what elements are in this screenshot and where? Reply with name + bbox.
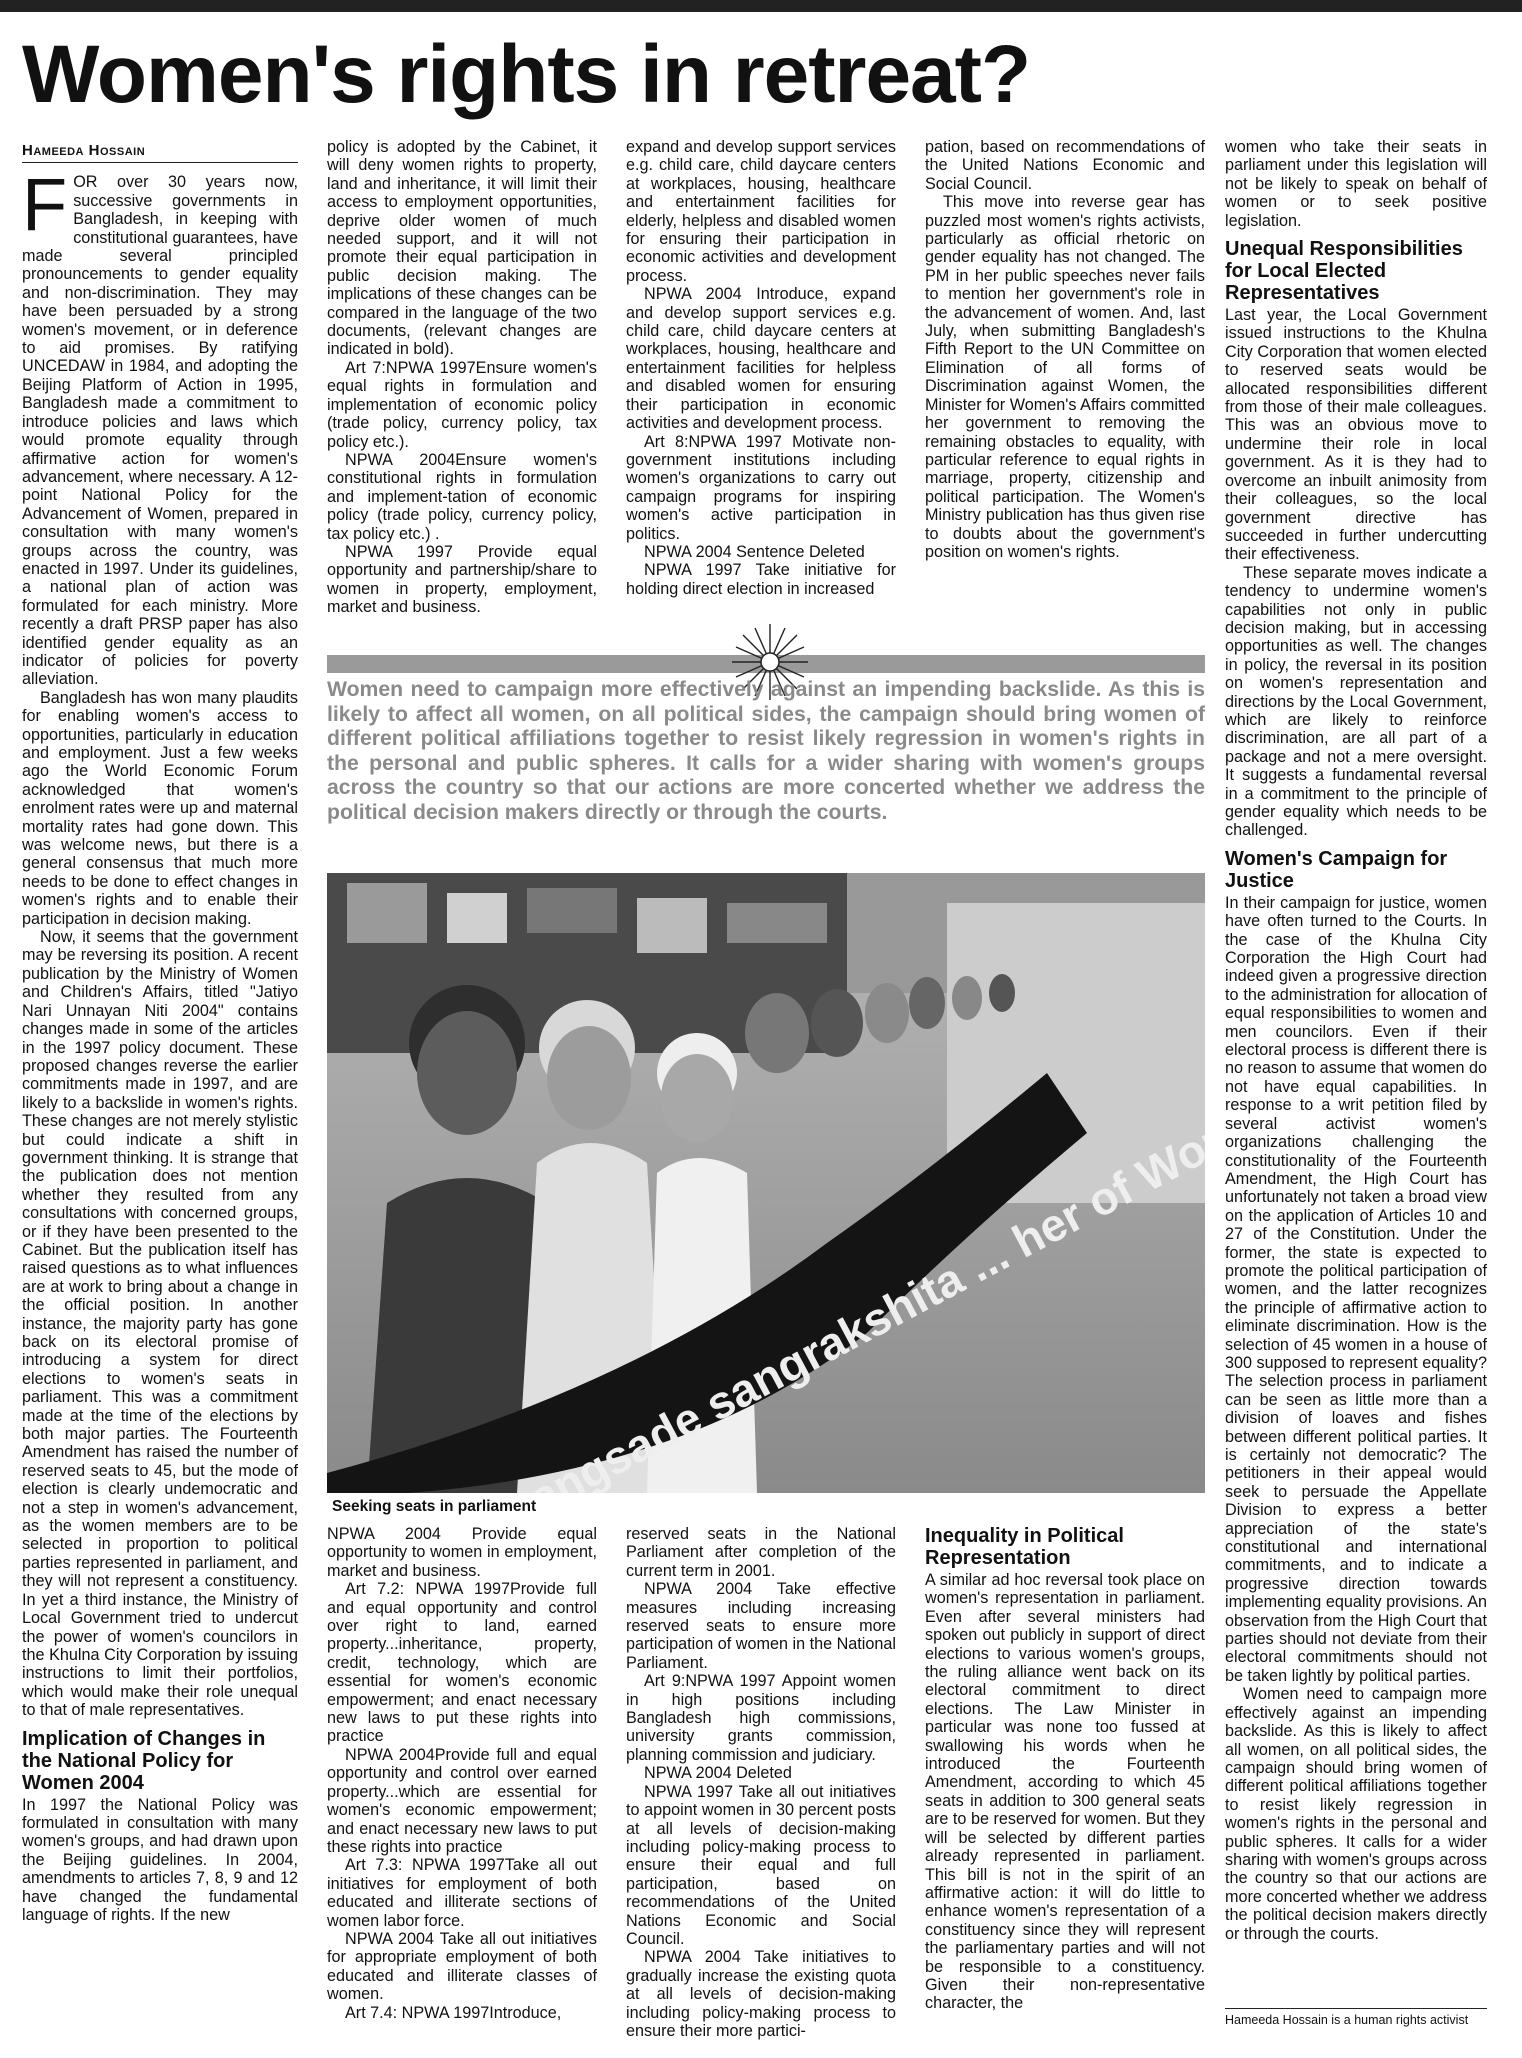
paragraph: FOR over 30 years now, successive governments in Bangladesh, in keeping with constitutional guarantees, have made several principled pronouncements to gender equality and non-discrimination. They may have been persuaded by a strong women's movement, or in deference to aid promises. By ratifying UNCEDAW in 1984, and adopting the Beijing Platform of Action in 1995, Bangladesh made a commitment to introduce policies and laws which would promote equality through affirmative action for women's advancement, where necessary. A 12-point National Policy for the Advancement of Women, prepared in consultation with many women's groups across the country, was enacted in 1997. Under its guidelines, a national plan of action was formulated for each ministry. More recently a draft PRSP paper has also identified gender equality as an indicator of policies for poverty alleviation. [22,163,298,689]
paragraph: NPWA 2004Provide full and equal opportunity and control over earned property...which are essential for women's economic empowerment; and enact necessary new laws to put these rights into practice [327,1745,597,1856]
top-rule [0,0,1522,12]
subhead-inequality: Inequality in Political Representation [925,1525,1124,1569]
paragraph: NPWA 1997 Take all out initiatives to appoint women in 30 percent posts at all levels of decision-making including policy-making process to ensure their equal and full participation, based on recommendations of the United Nations Economic and Social Council. [626,1782,896,1948]
paragraph: reserved seats in the National Parliament after completion of the current term in 2001. [626,1525,896,1580]
photo-caption: Seeking seats in parliament [332,1498,537,1515]
paragraph: NPWA 2004 Deleted [644,1764,792,1783]
column-2-top [327,138,597,630]
pull-quote: Women need to campaign more effectively against an impending backslide. As this is likely to affect all women, on all political sides, the campaign should bring women of different political affiliations together to resist likely regression in women's rights in the personal and public spheres. It calls for a wider sharing with women's groups across the country so that our actions are more concerted whether we address the political decision makers directly or through the courts. [327,678,1205,824]
paragraph: policy is adopted by the Cabinet, it will deny women rights to property, land and inheritance, it will limit their access to employment opportunities, deprive older women of much needed support, and it will not promote their equal participation in public decision making. The implications of these changes can be compared in the language of the two documents, (relevant changes are indicated in bold). [327,138,597,359]
column-3-top [626,138,896,630]
paragraph: Art 7:NPWA 1997Ensure women's equal rights in formulation and implementation of economic policy (trade policy, currency policy, tax policy etc.). [327,358,597,451]
paragraph: These separate moves indicate a tendency to undermine women's capabilities not only in public decision making, but in accessing opportunities as well. The changes in policy, the reversal in its position on women's representation and directions by the Local Government, which are likely to reinforce discrimination, are all part of a package and not a mere oversight. It suggests a fundamental reversal in a commitment to the principle of gender equality which needs to be challenged. [1225,563,1487,840]
paragraph: NPWA 1997 Take initiative for holding direct election in increased [626,561,896,598]
paragraph: Art 8:NPWA 1997 Motivate non-government institutions including women's organizations to carry out campaign programs for inspiring women's active participation in politics. [626,432,896,543]
headline: Women's rights in retreat? [22,29,1031,120]
column-1 [22,142,298,2047]
paragraph: NPWA 2004 Take effective measures including increasing reserved seats to ensure more participation of women in the National Parliament. [626,1580,896,1672]
author-note: Hameeda Hossain is a human rights activist [1225,2008,1487,2027]
paragraph: NPWA 2004 Introduce, expand and develop support services e.g. child care, child daycare centers at workplaces, housing, healthcare and entertainment facilities for helpless and disabled women for ensuring their participation in economic activities and development process. [626,285,896,433]
protest-photo [327,873,1205,1493]
paragraph: A similar ad hoc reversal took place on women's representation in parliament. Even after several ministers had spoken out publicly in support of direct elections to various women's groups, the ruling alliance went back on its electoral commitment to direct elections. The Law Minister in particular was none too fussed at swallowing his words when he introduced the Fourteenth Amendment, according to which 45 seats in addition to 300 general seats are to be reserved for women. But they will be selected by different parties already represented in parliament. This bill is not in the spirit of an affirmative action: it will do little to enhance women's representation of a constituency since they will represent the parliamentary parties and will not be responsible to a constituency. Given their non-representative character, the [925,1571,1205,2013]
paragraph: Art 7.3: NPWA 1997Take all out initiatives for employment of both educated and illiterate sections of women labor force. [327,1856,597,1930]
paragraph: women who take their seats in parliament under this legislation will not be likely to speak on behalf of women or to seek positive legislation. [1225,138,1487,230]
column-4-top [925,138,1205,630]
banner-text: sangsade sangrakshita ... her of Women [498,1078,1205,1493]
drop-cap: F [22,163,68,247]
column-7-bottom [626,1525,896,2047]
paragraph: NPWA 1997 Provide equal opportunity and partnership/share to women in property, employment, market and business. [327,542,597,617]
paragraph: Now, it seems that the government may be reversing its position. A recent publication by the Ministry of Women and Children's Affairs, titled "Jatiyo Nari Unnayan Niti 2004" contains changes made in some of the articles in the 1997 policy document. These proposed changes reverse the earlier commitments made in 1997, and are likely to a backslide in women's rights. These changes are not merely stylistic but could indicate a shift in government thinking. It is strange that the publication does not mention whether they resulted from any consultations with concerned groups, or if they have been presented to the Cabinet. But the publication itself has raised questions as to what influences are at work to bring about a change in the official position. In another instance, the majority party has gone back on its electoral promise of introducing a system for direct elections to women's seats in parliament. This was a commitment made at the time of the elections by both major parties. The Fourteenth Amendment has raised the number of reserved seats to 45, but the mode of election is clearly undemocratic and not a step in women's advancement, as the women members are to be selected in proportion to political parties represented in parliament, and they will not represent a constituency. In yet a third instance, the Ministry of Local Government tried to undercut the power of women's councilors in the Khulna City Corporation by issuing instructions to limit their portfolios, which would make their role unequal to that of male representatives. [22,928,298,1720]
subhead-campaign-for-justice: Women's Campaign for Justice [1225,847,1448,892]
paragraph: In 1997 the National Policy was formulated in consultation with many women's groups, and had drawn upon the Beijing guidelines. In 2004, amendments to articles 7, 8, 9 and 12 have changed the fundamental language of rights. If the new [22,1795,298,1924]
paragraph: NPWA 2004 Take all out initiatives for appropriate employment of both educated and illiterate classes of women. [327,1929,597,2004]
paragraph: Art 7.2: NPWA 1997Provide full and equal opportunity and control over right to land, earned property...inheritance, property, credit, technology, which are essential for women's economic empowerment; and enact necessary new laws to put these rights into practice [327,1580,597,1746]
paragraph: Art 7.4: NPWA 1997Introduce, [345,2003,562,2022]
paragraph: pation, based on recommendations of the United Nations Economic and Social Council. [925,138,1205,193]
paragraph: Bangladesh has won many plaudits for enabling women's access to opportunities, particularly in education and employment. Just a few weeks ago the World Economic Forum acknowledged that women's enrolment rates were up and maternal mortality rates had gone down. This was welcome news, but there is a general consensus that much more needs to be done to effect changes in women's rights and to enable their participation in decision making. [22,688,298,928]
paragraph: In their campaign for justice, women have often turned to the Courts. In the case of the Khulna City Corporation the High Court had indeed given a progressive direction to the administration for allocation of equal responsibilities to women and men councilors. Even if their electoral process is different there is no reason to assume that women do not have equal capabilities. In response to a writ petition filed by several activist women's organizations challenging the constitutionality of the Fourteenth Amendment, the High Court has unfortunately not taken a broad view on the application of Articles 10 and 27 of the Constitution. Under the former, the state is expected to promote the political participation of women, and the latter recognizes the principle of affirmative action to eliminate discrimination. How is the selection of 45 women in a house of 300 supposed to represent equality? The selection process in parliament can be seen as little more than a division of loaves and fishes between different political parties. It is certainly not democratic? The petitioners in their appeal would seek to persuade the Appellate Division to express a better appreciation of the state's constitutional and international commitments, and to indicate a progressive direction towards implementing equality provisions. An observation from the High Court that parties should not deviate from their electoral commitments should not be taken lightly by political parties. [1225,893,1487,1685]
paragraph: expand and develop support services e.g. child care, child daycare centers at workplaces, housing, healthcare and entertainment facilities for elderly, helpless and disabled women for ensuring their participation in economic activities and development process. [626,138,896,285]
column-5 [1225,138,1487,2000]
paragraph: NPWA 2004 Provide equal opportunity to women in employment, market and business. [327,1525,597,1580]
paragraph: Women need to campaign more effectively against an impending backslide. As this is likely to affect all women, on all political sides, the campaign should bring women of different political affiliations together to resist likely regression in women's rights in the personal and public spheres. It calls for a wider sharing with women's groups across the country so that our actions are more concerted whether we address the political decision makers directly or through the courts. [1225,1685,1487,1943]
paragraph: NPWA 2004 Sentence Deleted [644,542,865,561]
subhead-implication: Implication of Changes in the National Policy for Women 2004 [22,1727,266,1794]
subhead-unequal-responsibilities: Unequal Responsibilities for Local Elected Representatives [1225,238,1463,305]
paragraph: Art 9:NPWA 1997 Appoint women in high positions including Bangladesh high commissions, university grants commission, planning commission and judiciary. [626,1672,896,1764]
photo-illustration [327,873,1205,1493]
paragraph: NPWA 2004Ensure women's constitutional rights in formulation and implement-tation of economic policy (trade policy, currency policy, tax policy etc.) . [327,450,597,543]
column-6-bottom [327,1525,597,2047]
paragraph: This move into reverse gear has puzzled most women's rights activists, particularly as official rhetoric on gender equality has not changed. The PM in her public speeches never fails to mention her government's role in the advancement of women. And, last July, when submitting Bangladesh's Fifth Report to the UN Committee on Elimination of all forms of Discrimination against Women, the Minister for Women's Affairs committed her government to removing the remaining obstacles to equality, with particular reference to equal rights in marriage, property, citizenship and political participation. The Women's Ministry publication has thus given rise to doubts about the government's position on women's rights. [925,193,1205,561]
paragraph: Last year, the Local Government issued instructions to the Khulna City Corporation that women elected to reserved seats would be allocated responsibilities different from those of their male colleagues. This was an obvious move to undermine their role in local government. As it is they had to overcome an inbuilt animosity from their colleagues, so the local government directive has succeeded in further undercutting their effectiveness. [1225,306,1487,564]
byline: Hameeda Hossain [22,142,298,163]
column-8-bottom [925,1525,1205,2047]
paragraph: NPWA 2004 Take initiatives to gradually increase the existing quota at all levels of decision-making including policy-making process to ensure their more partici- [626,1948,896,2040]
